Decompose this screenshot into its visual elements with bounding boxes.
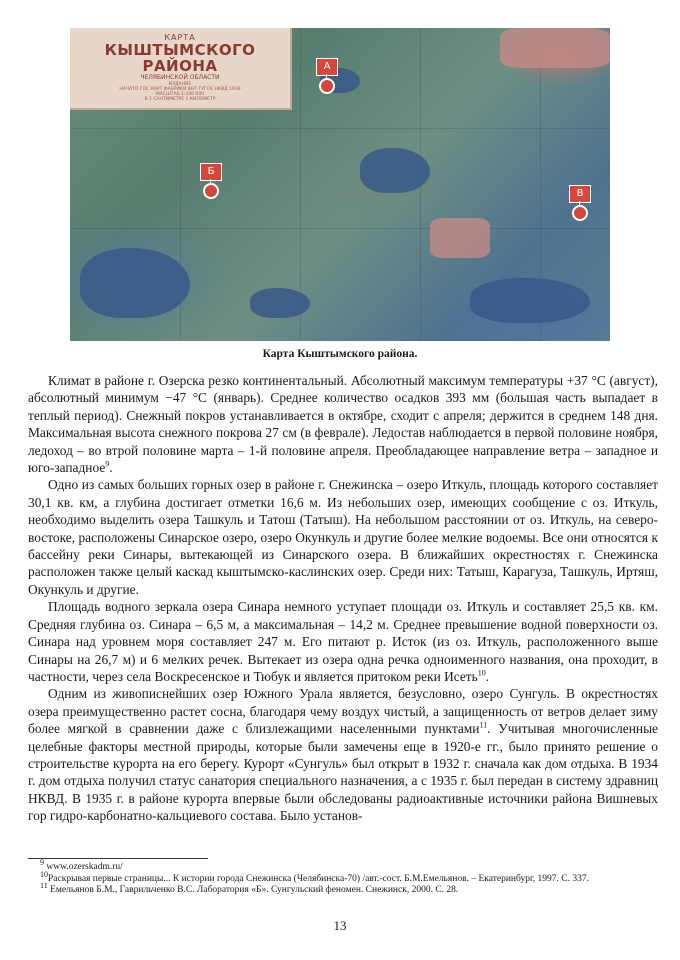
body-text	[28, 372, 658, 825]
district-map-image	[70, 28, 610, 341]
map-title-line: В 1 САНТИМЕТРЕ 1 КИЛОМЕТР	[144, 97, 216, 102]
location-pin-icon	[572, 205, 588, 221]
location-pin-icon	[319, 78, 335, 94]
map-title-line: КАРТА	[164, 33, 196, 42]
map-title-line: МАСШТАБ 1:100 000	[155, 92, 205, 97]
footnote: $^9$ www.ozerskadm.ru/	[40, 857, 123, 872]
map-marker-v	[576, 185, 602, 203]
footnote: $^{11}$ Емельянов Б.М., Гаврильченко В.С. Лаборатория «Б». Сунгульский феномен. Снежинск, 2000. С. 28.	[40, 880, 459, 895]
marker-label: Б	[200, 163, 222, 181]
footnote-ref[interactable]: 10	[477, 668, 486, 678]
paragraph: Площадь водного зеркала озера Синара немного уступает площади оз. Иткуль и составляет 25,5 кв. км. Средняя глубина оз. Синара – 6,5 м, а максимальная – 14,2 м. Среднее превышение водной поверхности оз. Синара над уровнем моря составляет 247 м. Его питают р. Исток (из оз. Иткуль, расположенного выше Синары на 26,7 м) и 6 мелких речек. Вытекает из озера одна речка одноименного названия, она проходит, в частности, через села Воскресенское и Тюбук и является притоком реки Исеть$^{10}$.	[28, 599, 658, 684]
marker-label: А	[316, 58, 338, 76]
map-title-box	[70, 28, 292, 110]
paragraph: Климат в районе г. Озерска резко континентальный. Абсолютный максимум температуры +37 °С (август), абсолютный минимум −47 °С (январь). Среднее количество осадков 393 мм (большая часть выпадает в теплый период). Снежный покров устанавливается в октябре, сходит с апреля; держится в среднем 148 дня. Максимальная высота снежного покрова 27 см (в феврале). Ледостав наблюдается в первой половине ноября, ледоход – во втрой половине марта – 1-й половине апреля. Преобладающее направление ветра – западное и юго-западное$^9$.	[28, 373, 658, 476]
map-marker-b	[207, 163, 233, 181]
map-title-line: КЫШТЫМСКОГО РАЙОНА	[104, 41, 256, 75]
paragraph: Одним из живописнейших озер Южного Урала является, безусловно, озеро Сунгуль. В окрестностях озера преимущественно растет сосна, благодаря чему воздух чистый, а защищенность от ветров делает зиму более мягкой в сравнении даже с близлежащими населенными пунктами$^{11}$. Учитывая многочисленные целебные факторы местной природы, которые были замечены еще в 1920-е гг., было принято решение о строительстве курорта на его берегу. Курорт «Сунгуль» был открыт в 1932 г. сначала как дом отдыха. В 1934 г. дом отдыха получил статус санатория специального назначения, а с 1935 г. был передан в систему здравниц НКВД. В 1935 г. в районе курорта впервые были обследованы радиоактивные источники района Вишневых гор гидро-карбонатно-кальциевого состава. Было установ-	[28, 686, 659, 824]
page-number: 13	[333, 918, 347, 933]
map-title-line: ЧЕЛЯБИНСКОЙ ОБЛАСТИ	[140, 74, 220, 81]
paragraph: Одно из самых больших горных озер в районе г. Снежинска – озеро Иткуль, площадь которого составляет 30,1 кв. км, а глубина достигает отметки 16,6 м. Из небольших озер, имеющих сообщение с оз. Иткуль, необходимо выделить озера Ташкуль и Татош (Татыш). На небольшом расстоянии от оз. Иткуль, на северо-востоке, расположены Синарское озеро, озеро Окункуль и другие более мелкие водоемы. Все они относятся к бассейну реки Синары, вытекающей из Синарского озера. В ближайших окрестностях г. Снежинска расположен также целый каскад кыштымско-каслинских озер. Среди них: Татыш, Карагуза, Ташкуль, Иртяш, Окункуль и другие.	[28, 477, 658, 597]
map-title-line: НАЧАТО ГОС КАРТ ФАБРИКИ ВНТ ГУГСК НКВД 1939	[119, 87, 241, 92]
footnote-ref[interactable]: 9	[105, 459, 110, 469]
footnotes	[28, 857, 658, 897]
map-title-line: ИЗДАНИЕ	[168, 82, 192, 87]
map-marker-a	[323, 58, 349, 76]
footnote-ref[interactable]: 11	[479, 720, 488, 730]
footnote-divider	[28, 858, 208, 859]
footnote: $^{10}$Раскрывая первые страницы... К истории города Снежинска (Челябинска-70) /авт.-сост. Б.М.Емельянов. – Екатеринбург, 1997. С. 337.	[40, 869, 589, 884]
marker-label: В	[569, 185, 591, 203]
footnote-link[interactable]: www.ozerskadm.ru/	[46, 862, 123, 872]
location-pin-icon	[203, 183, 219, 199]
map-caption: Карта Кыштымского района.	[262, 348, 418, 360]
